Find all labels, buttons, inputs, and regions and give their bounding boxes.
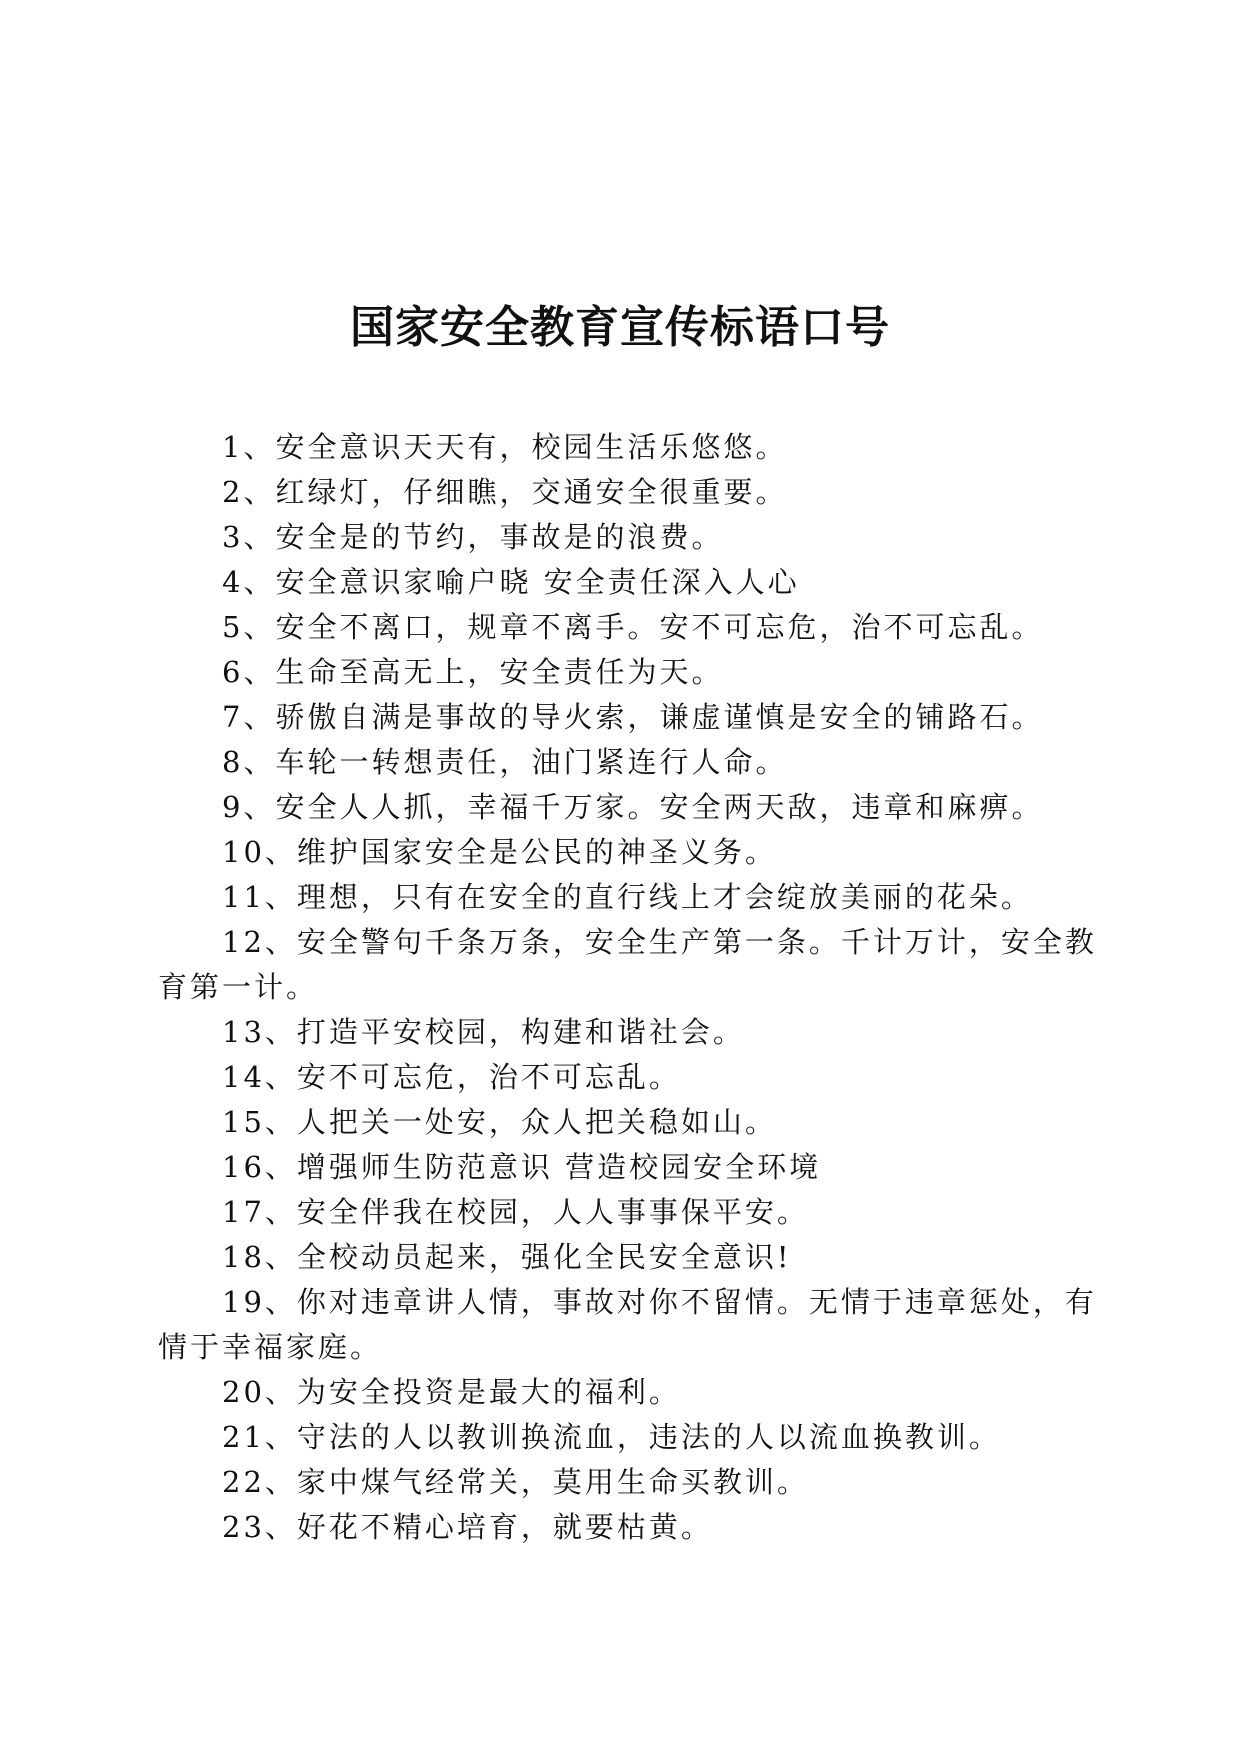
list-item: 14、安不可忘危，治不可忘乱。 xyxy=(222,1060,681,1094)
list-item: 13、打造平安校园，构建和谐社会。 xyxy=(222,1015,745,1049)
list-item: 7、骄傲自满是事故的导火索，谦虚谨慎是安全的铺路石。 xyxy=(222,700,1044,734)
list-item: 8、车轮一转想责任，油门紧连行人命。 xyxy=(222,745,788,779)
list-item: 19、你对违章讲人情，事故对你不留情。无情于违章惩处，有情于幸福家庭。 xyxy=(158,1285,1097,1364)
list-item: 9、安全人人抓，幸福千万家。安全两天敌，违章和麻痹。 xyxy=(222,790,1044,824)
list-item: 6、生命至高无上，安全责任为天。 xyxy=(222,655,724,689)
list-item: 21、守法的人以教训换流血，违法的人以流血换教训。 xyxy=(222,1420,1001,1454)
list-item: 16、增强师生防范意识 营造校园安全环境 xyxy=(222,1150,822,1184)
list-item: 18、全校动员起来，强化全民安全意识! xyxy=(222,1240,792,1274)
list-item: 15、人把关一处安，众人把关稳如山。 xyxy=(222,1105,777,1139)
slogan-list xyxy=(158,425,1098,1550)
list-item: 2、红绿灯，仔细瞧，交通安全很重要。 xyxy=(222,475,788,509)
list-item: 11、理想，只有在安全的直行线上才会绽放美丽的花朵。 xyxy=(222,880,1033,914)
list-item: 3、安全是的节约，事故是的浪费。 xyxy=(222,520,724,554)
list-item: 23、好花不精心培育，就要枯黄。 xyxy=(222,1510,713,1544)
list-item: 10、维护国家安全是公民的神圣义务。 xyxy=(222,835,777,869)
list-item: 20、为安全投资是最大的福利。 xyxy=(222,1375,681,1409)
list-item: 5、安全不离口，规章不离手。安不可忘危，治不可忘乱。 xyxy=(222,610,1044,644)
list-item: 1、安全意识天天有，校园生活乐悠悠。 xyxy=(222,430,788,464)
page-title: 国家安全教育宣传标语口号 xyxy=(350,302,890,353)
list-item: 4、安全意识家喻户晓 安全责任深入人心 xyxy=(222,565,800,599)
list-item: 12、安全警句千条万条，安全生产第一条。千计万计，安全教育第一计。 xyxy=(158,925,1097,1004)
list-item: 17、安全伴我在校园，人人事事保平安。 xyxy=(222,1195,809,1229)
list-item: 22、家中煤气经常关，莫用生命买教训。 xyxy=(222,1465,809,1499)
